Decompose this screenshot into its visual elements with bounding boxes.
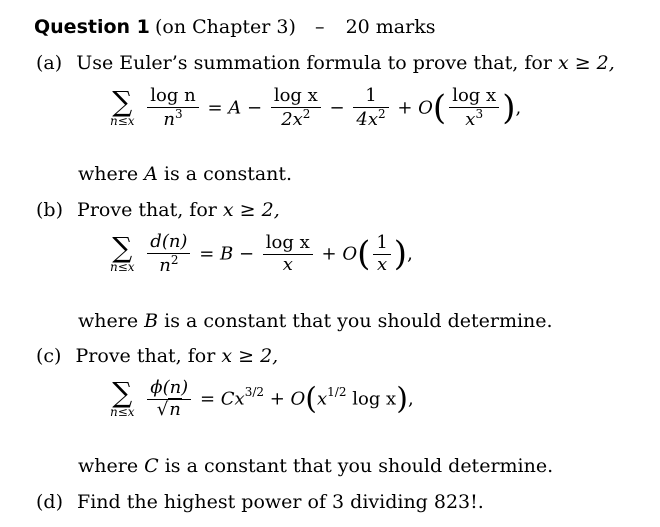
big-o: + O [269,388,306,410]
heading-dash: – [314,16,325,38]
term1-denominator: x [282,253,293,275]
term1-numerator: log x [271,86,321,108]
o-den-exponent: 3 [475,106,484,121]
lhs-fraction [147,232,190,276]
part-a-prompt [36,52,615,74]
o-denominator: x [376,253,388,275]
part-c-equation [110,378,414,420]
constant-term: = A − [207,97,263,119]
constant-term: = Cx [199,388,245,410]
left-paren: ( [357,234,371,275]
lhs-den-exponent: 3 [174,106,183,121]
sum-limit: n≤x [110,260,135,275]
question-title: Question 1 [34,16,150,38]
right-paren: ) [393,234,408,275]
term2-denominator: 4x [356,108,378,130]
part-b-note [78,310,553,332]
part-c-note [78,455,553,477]
part-a-prompt-text: Use Euler’s summation formula to prove that, for [76,52,558,74]
o-numerator: log x [449,86,499,108]
radicand: n [169,398,181,420]
lhs-denominator: n [163,108,175,130]
lhs-den-exponent: 2 [170,252,179,267]
right-paren: ) [502,88,516,129]
part-a-equation [110,86,521,130]
term2-den-exponent: 2 [377,106,386,121]
o-exponent: 1/2 [327,385,347,400]
part-c-prompt-text: Prove that, for [75,345,222,367]
lhs-fraction [147,378,191,420]
note-suffix: is a constant. [157,163,293,185]
equation-end: , [407,243,413,265]
lhs-fraction [147,86,198,130]
lhs-numerator: log n [147,86,198,108]
o-base: x [317,388,328,410]
question-heading [34,16,436,38]
term2-fraction [353,86,388,130]
note-prefix: where [78,455,145,477]
term1-fraction [271,86,321,130]
o-denominator: x [465,108,476,130]
lhs-numerator: ϕ(n) [147,378,191,400]
o-log: log x [352,388,397,410]
part-d-label: (d) [36,491,63,513]
right-paren: ) [396,381,408,417]
note-suffix: is a constant that you should determine. [158,455,554,477]
term1-fraction [263,233,313,275]
note-variable: A [144,163,158,185]
minus-sign: − [329,97,345,119]
part-d-prompt [36,491,484,513]
summation-sign: ∑ n≤x [110,231,135,275]
part-a-label: (a) [36,52,63,74]
sqrt-denominator: √n [156,398,181,420]
big-o: + O [397,97,433,119]
part-a-note [78,163,292,185]
term1-den-exponent: 2 [302,106,311,121]
c-exponent: 3/2 [244,385,264,400]
left-paren: ( [305,381,318,417]
sum-limit: n≤x [110,405,135,420]
part-c-prompt [36,345,278,367]
equation-end: , [515,97,522,119]
lhs-numerator: d(n) [147,232,190,254]
note-variable: C [144,455,159,477]
sum-limit: n≤x [110,114,135,129]
question-marks: 20 marks [345,16,436,38]
summation-sign: ∑ n≤x [110,85,135,129]
part-b-condition: x ≥ 2, [222,199,280,221]
term1-denominator: 2x [281,108,303,130]
term1-numerator: log x [263,233,313,255]
big-o: + O [321,243,358,265]
part-a-condition: x ≥ 2, [557,52,615,74]
o-numerator: 1 [373,233,390,255]
o-fraction [449,86,499,130]
constant-term: = B − [199,243,255,265]
question-chapter: (on Chapter 3) [154,16,296,38]
note-variable: B [144,310,159,332]
lhs-denominator: n [159,254,171,276]
note-suffix: is a constant that you should determine. [158,310,553,332]
note-prefix: where [78,310,145,332]
part-c-label: (c) [36,345,62,367]
part-c-condition: x ≥ 2, [221,345,279,367]
part-d-prompt-text: Find the highest power of 3 dividing 823!. [77,491,484,513]
term2-numerator: 1 [353,86,388,108]
part-b-prompt-text: Prove that, for [77,199,223,221]
note-prefix: where [78,163,145,185]
part-b-label: (b) [36,199,63,221]
part-b-prompt [36,199,280,221]
left-paren: ( [432,88,447,129]
summation-sign: ∑ n≤x [110,376,135,420]
part-b-equation [110,232,413,276]
equation-end: , [407,388,414,410]
o-fraction [373,233,390,275]
